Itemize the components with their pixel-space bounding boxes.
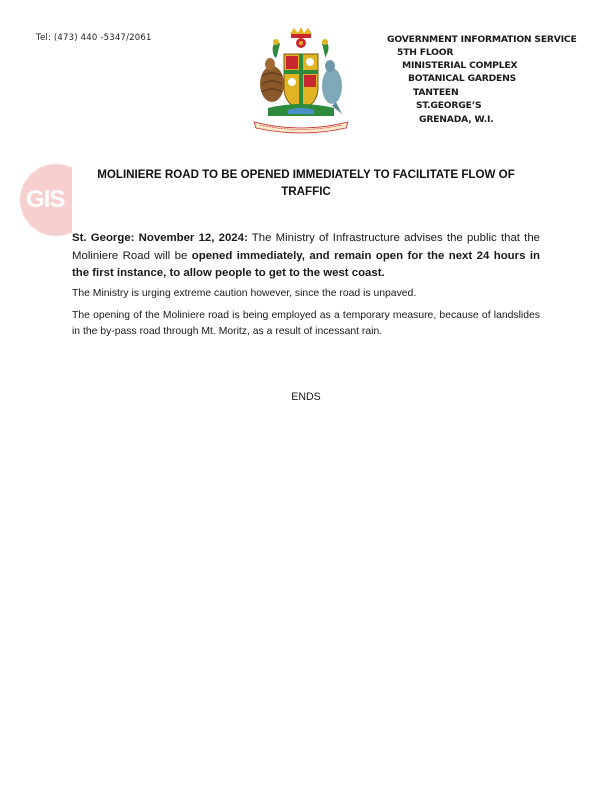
telephone-number: Tel: (473) 440 -5347/2061 xyxy=(36,33,152,43)
coat-of-arms-icon xyxy=(248,26,354,134)
dateline: St. George: November 12, 2024: xyxy=(72,232,248,244)
gis-logo-text: GIS xyxy=(26,186,65,213)
address-line-6: ST.GEORGE’S xyxy=(416,100,482,111)
address-line-3: MINISTERIAL COMPLEX xyxy=(402,60,518,71)
paragraph-2: The Ministry is urging extreme caution however, since the road is unpaved. xyxy=(72,288,417,299)
paragraph-1 xyxy=(72,230,540,283)
address-line-7: GRENADA, W.I. xyxy=(419,114,494,125)
headline: MOLINIERE ROAD TO BE OPENED IMMEDIATELY TO FACILITATE FLOW OF TRAFFIC xyxy=(97,168,515,198)
address-line-5: TANTEEN xyxy=(413,87,459,98)
address-line-2: 5TH FLOOR xyxy=(397,47,454,58)
ends-marker: ENDS xyxy=(291,391,321,403)
address-line-1: GOVERNMENT INFORMATION SERVICE xyxy=(387,34,577,45)
paragraph-3: The opening of the Moliniere road is being employed as a temporary measure, because of landslides in the by-pass road through Mt. Moritz, as a result of incessant rain. xyxy=(72,310,540,337)
paragraph-1-emphasis: opened immediately, and remain open for the next 24 hours in the first instance, to allow people to get to the west coast. xyxy=(72,249,540,279)
gis-logo-icon xyxy=(20,164,72,236)
paragraph-1-text: The Ministry of Infrastructure advises the public that the Moliniere Road will be xyxy=(72,232,541,262)
address-line-4: BOTANICAL GARDENS xyxy=(408,73,517,84)
